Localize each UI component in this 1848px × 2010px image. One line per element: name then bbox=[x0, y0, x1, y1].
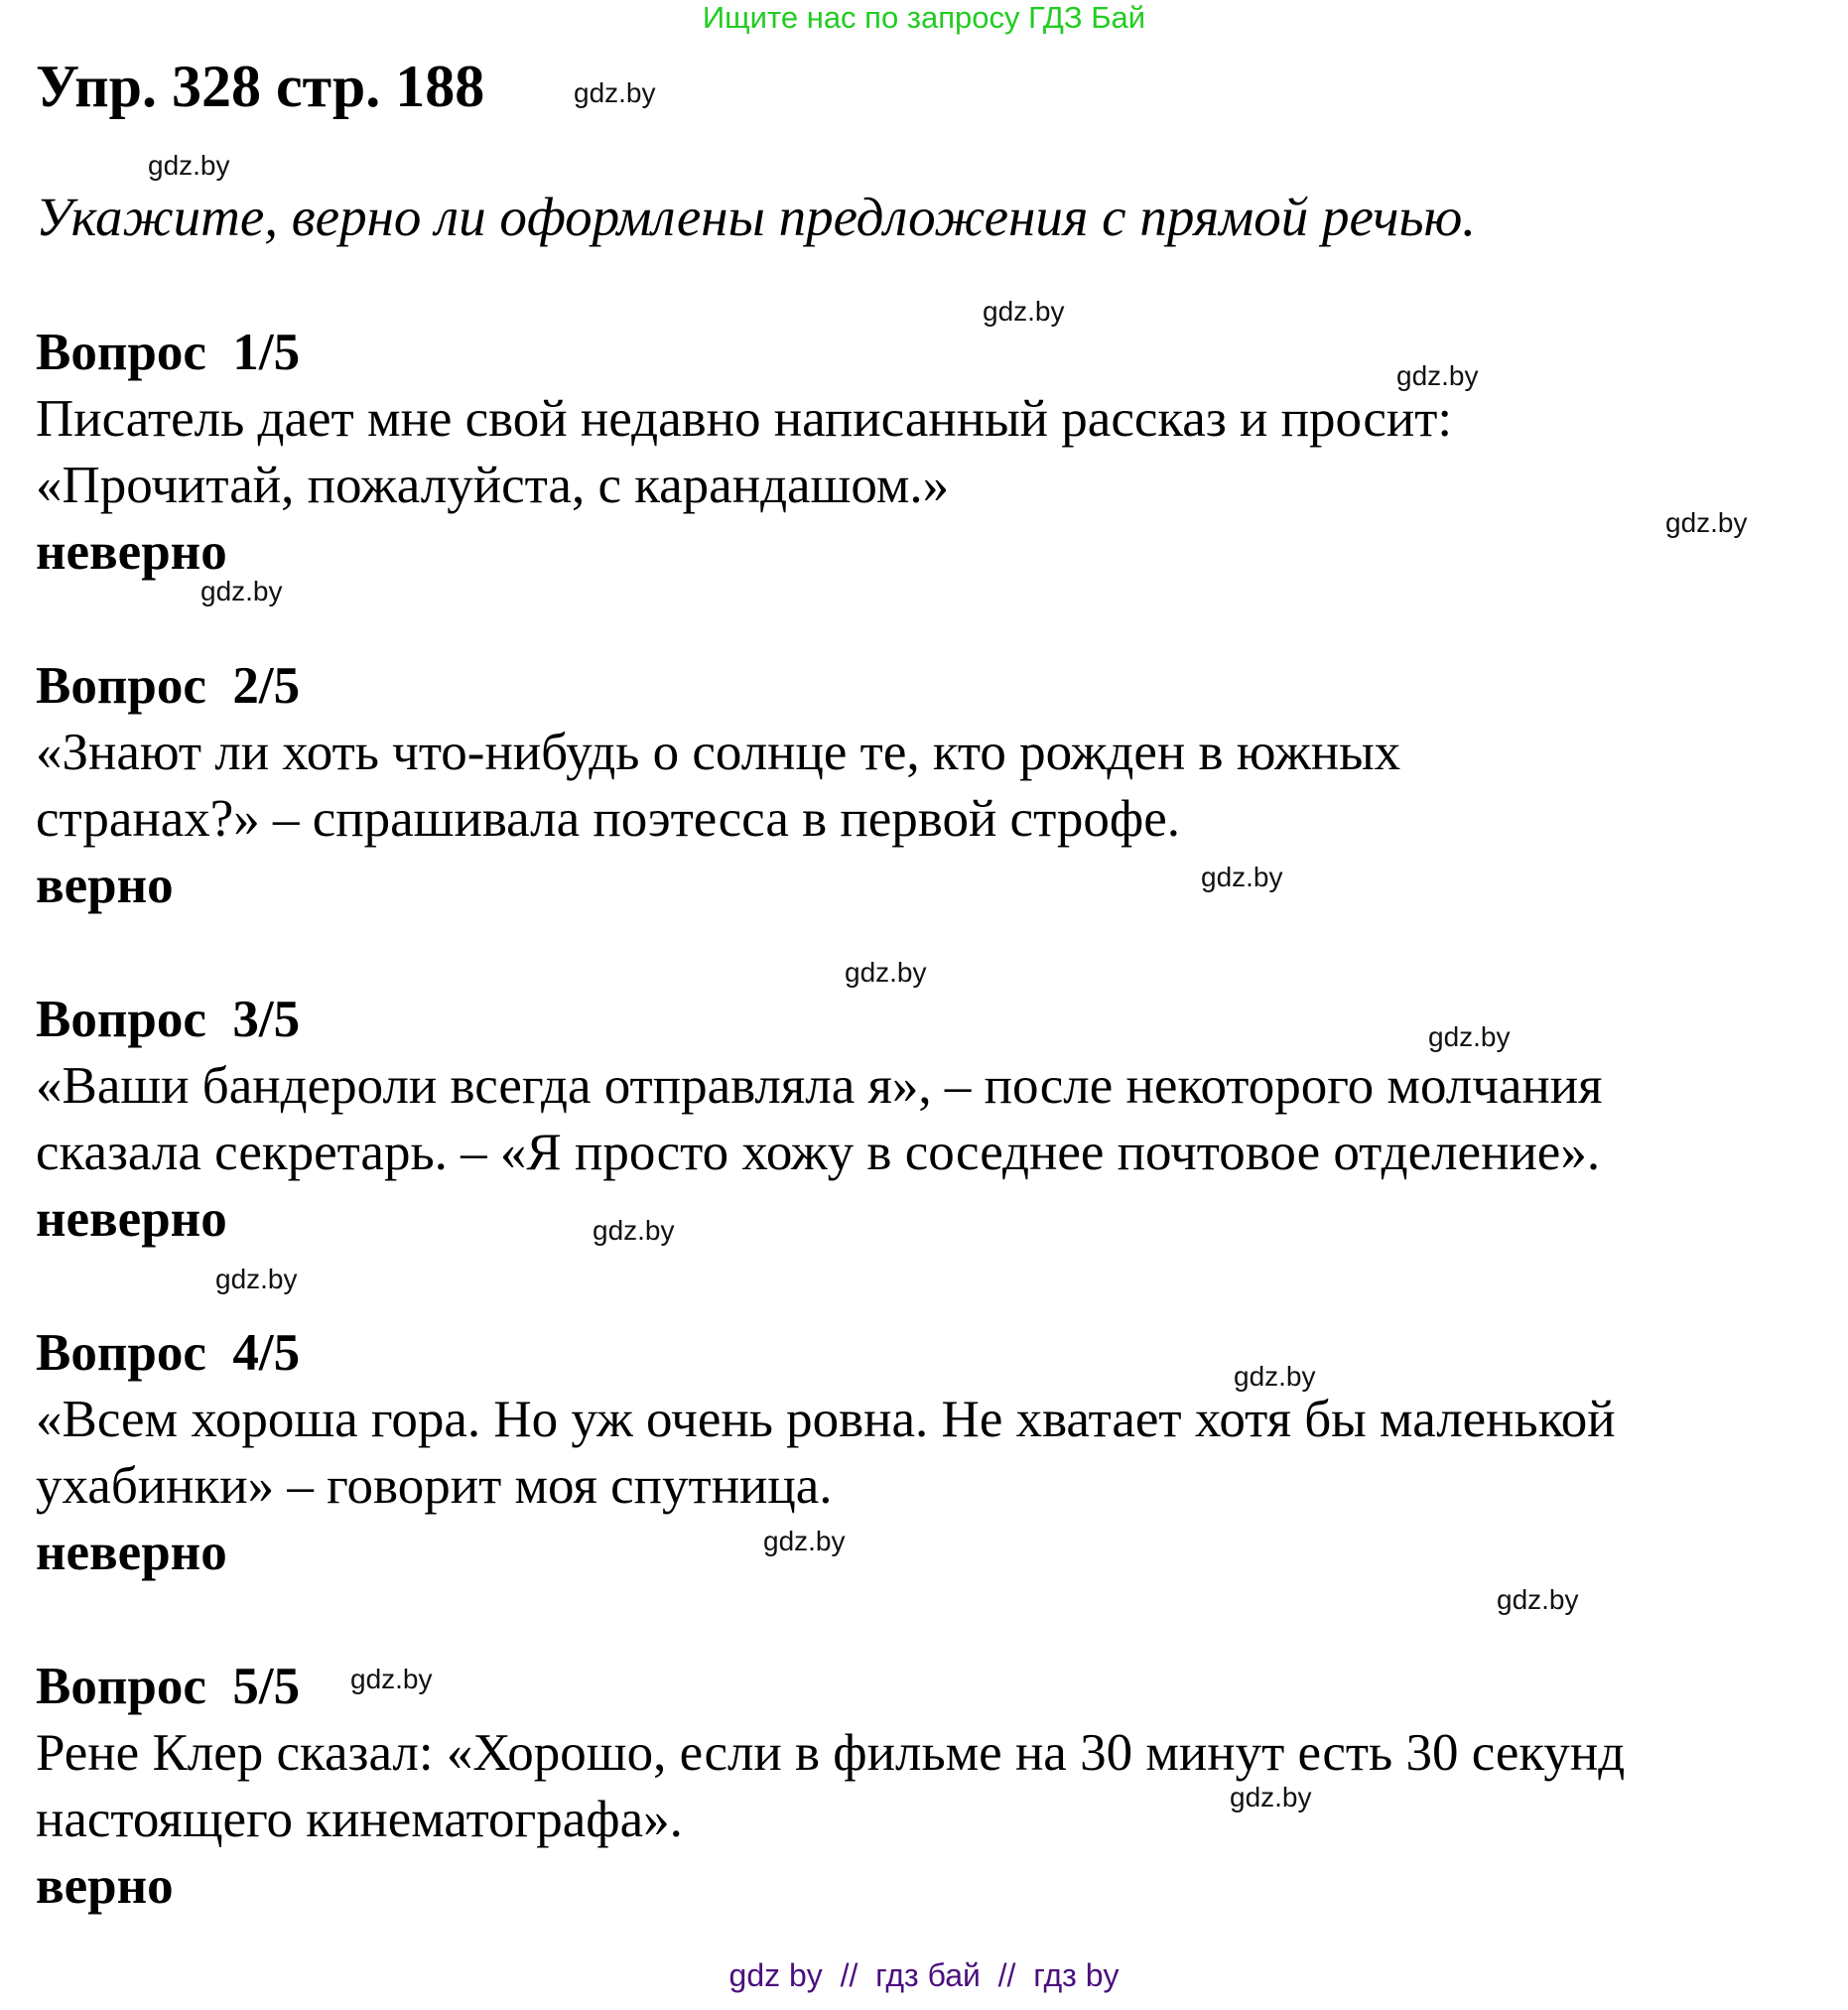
question-line: ухабинки» – говорит моя спутница. bbox=[36, 1457, 833, 1515]
watermark: gdz.by bbox=[1201, 862, 1283, 892]
question-label: Вопрос 5/5 bbox=[36, 1658, 301, 1715]
watermark: gdz.by bbox=[593, 1215, 675, 1246]
watermark: gdz.by bbox=[1234, 1361, 1316, 1392]
watermark: gdz.by bbox=[1230, 1782, 1312, 1812]
answer: неверно bbox=[36, 523, 227, 581]
question-label: Вопрос 1/5 bbox=[36, 324, 301, 381]
question-label: Вопрос 3/5 bbox=[36, 991, 301, 1048]
watermark: gdz.by bbox=[350, 1664, 433, 1694]
question-block bbox=[36, 1654, 1822, 1920]
question-label: Вопрос 2/5 bbox=[36, 657, 301, 715]
watermark: gdz.by bbox=[845, 957, 927, 988]
question-line: настоящего кинематографа». bbox=[36, 1791, 683, 1848]
question-line: «Всем хороша гора. Но уж очень ровна. Не хватает хотя бы маленькой bbox=[36, 1391, 1616, 1448]
instruction: Укажите, верно ли оформлены предложения с прямой речью. bbox=[36, 187, 1477, 247]
question-line: «Ваши бандероли всегда отправляла я», – после некоторого молчания bbox=[36, 1057, 1603, 1115]
question-block bbox=[36, 653, 1822, 919]
question-line: Писатель дает мне свой недавно написанный рассказ и просит: bbox=[36, 390, 1453, 448]
footer-links: gdz by // гдз бай // гдз by bbox=[728, 1957, 1120, 1993]
watermark: gdz.by bbox=[1428, 1021, 1511, 1052]
question-line: сказала секретарь. – «Я просто хожу в соседнее почтовое отделение». bbox=[36, 1124, 1601, 1181]
answer: верно bbox=[36, 857, 174, 914]
watermark: gdz.by bbox=[1497, 1584, 1579, 1615]
search-banner: Ищите нас по запросу ГДЗ Бай bbox=[702, 0, 1146, 35]
exercise-title: Упр. 328 стр. 188 bbox=[36, 54, 485, 119]
watermark: gdz.by bbox=[215, 1264, 298, 1294]
question-label: Вопрос 4/5 bbox=[36, 1324, 301, 1382]
answer: неверно bbox=[36, 1190, 227, 1248]
watermark: gdz.by bbox=[763, 1526, 846, 1556]
watermark: gdz.by bbox=[148, 150, 230, 181]
question-block bbox=[36, 320, 1822, 586]
question-line: «Знают ли хоть что-нибудь о солнце те, кто рожден в южных bbox=[36, 724, 1401, 781]
question-line: странах?» – спрашивала поэтесса в первой строфе. bbox=[36, 790, 1181, 848]
watermark: gdz.by bbox=[574, 77, 656, 108]
watermark: gdz.by bbox=[1665, 507, 1748, 538]
watermark: gdz.by bbox=[200, 576, 283, 606]
question-line: «Прочитай, пожалуйста, с карандашом.» bbox=[36, 457, 950, 514]
watermark: gdz.by bbox=[983, 296, 1065, 327]
question-block bbox=[36, 1320, 1822, 1586]
watermark: gdz.by bbox=[1396, 360, 1479, 391]
answer: верно bbox=[36, 1857, 174, 1915]
answer: неверно bbox=[36, 1524, 227, 1581]
question-line: Рене Клер сказал: «Хорошо, если в фильме на 30 минут есть 30 секунд bbox=[36, 1724, 1626, 1782]
question-block bbox=[36, 987, 1822, 1253]
